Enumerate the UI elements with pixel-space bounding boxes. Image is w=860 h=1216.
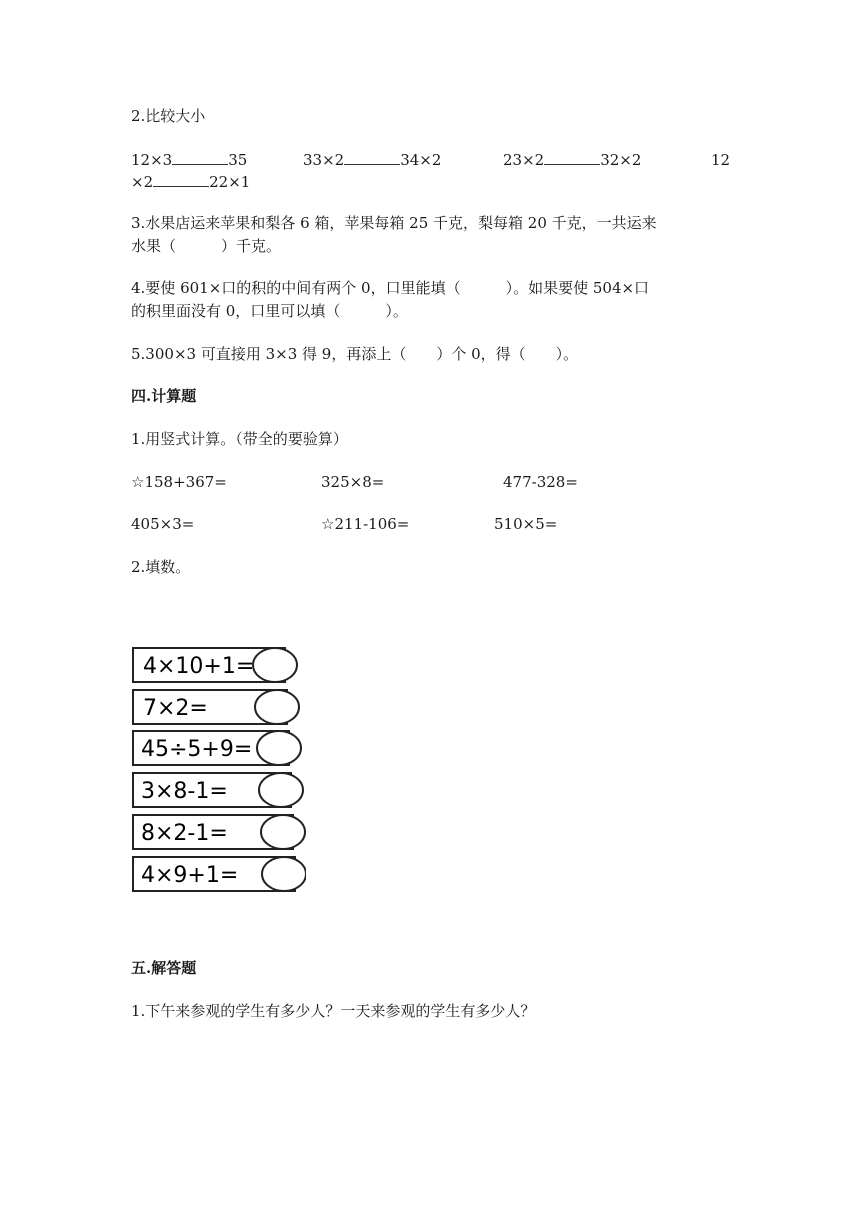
answer-oval[interactable] [262,857,306,891]
equation-row [133,815,305,849]
calc-item: ☆211-106= [321,515,410,533]
answer-blank[interactable] [544,150,600,165]
answer-blank[interactable] [344,150,400,165]
q2-item-right: 32×2 [600,151,642,169]
equation-text: 4×10+1= [143,654,255,679]
equation-row [133,773,303,807]
q2-compare-3 [503,150,641,170]
equation-text: 45÷5+9= [141,737,253,762]
calc-item: 325×8= [321,473,385,491]
equation-row [133,648,297,682]
q3-line-1: 3.水果店运来苹果和梨各 6 箱，苹果每箱 25 千克，梨每箱 20 千克，一共运来 [131,214,657,232]
calc-item: 405×3= [131,515,195,533]
q5-line: 5.300×3 可直接用 3×3 得 9，再添上（ ）个 0，得（ ）。 [131,345,579,363]
s5-q1: 1.下午来参观的学生有多少人？一天来参观的学生有多少人？ [131,1002,536,1020]
answer-oval[interactable] [257,731,301,765]
answer-oval[interactable] [255,690,299,724]
equation-text: 7×2= [143,696,208,721]
q2-compare-2 [303,150,441,170]
q2-item-left: 23×2 [503,151,545,169]
equation-row [133,690,299,724]
equation-row [133,857,306,891]
s4-q1-title: 1.用竖式计算。（带全的要验算） [131,430,348,448]
q2-item-right: 22×1 [209,173,251,191]
s4-q2-title: 2.填数。 [131,558,191,576]
answer-blank[interactable] [153,172,209,187]
q2-item-left: 33×2 [303,151,345,169]
q2-title: 2.比较大小 [131,107,206,125]
answer-oval[interactable] [259,773,303,807]
calc-item: ☆158+367= [131,473,227,491]
answer-blank[interactable] [172,150,228,165]
q2-item-left: ×2 [131,173,154,191]
equation-row [133,731,301,765]
equation-text: 4×9+1= [141,863,239,888]
q4-line-1: 4.要使 601×口的积的中间有两个 0，口里能填（ ）。如果要使 504×口 [131,279,650,297]
equation-text: 8×2-1= [141,821,228,846]
q2-compare-4-end [131,172,250,192]
answer-oval[interactable] [261,815,305,849]
q2-item-right: 34×2 [400,151,442,169]
q2-compare-1 [131,150,247,170]
equation-text: 3×8-1= [141,779,228,804]
answer-oval[interactable] [253,648,297,682]
q3-line-2: 水果（ ）千克。 [131,237,282,255]
section-5-heading: 五.解答题 [131,959,197,977]
calc-item: 477-328= [503,473,578,491]
q2-item-left: 12×3 [131,151,173,169]
fill-number-figure [131,645,306,895]
q4-line-2: 的积里面没有 0，口里可以填（ ）。 [131,302,408,320]
calc-item: 510×5= [494,515,558,533]
q2-item-right: 35 [228,151,248,169]
q2-compare-4-start: 12 [711,151,731,169]
section-4-heading: 四.计算题 [131,387,197,405]
